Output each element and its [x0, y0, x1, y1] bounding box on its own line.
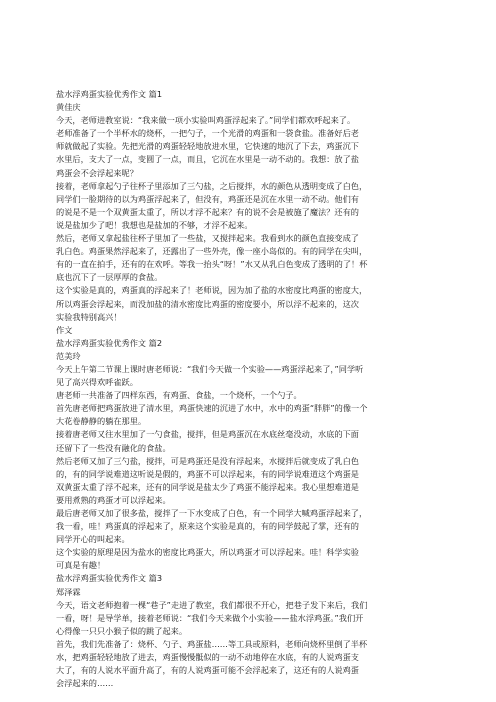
text-line: 作文: [56, 324, 73, 335]
text-line: 水，把鸡蛋轻轻地放了进去，鸡蛋慢慢骶似的一动不动地停在水底，有的人说鸡蛋支: [56, 652, 359, 663]
text-line: 会浮起来的……: [56, 678, 114, 689]
document-body: [56, 88, 440, 690]
text-line: 的说是不是一个双黄蛋太重了，所以才浮不起来？有的说不会是被施了魔法？还有的: [56, 206, 359, 217]
text-line: 我一看，哇！鸡蛋真的浮起来了，原来这个实验是真的，有的同学鼓起了掌，还有的: [56, 521, 359, 532]
text-line: 可真是有趣！: [56, 560, 106, 571]
text-line: 要用煮熟的鸡蛋才可以浮起来。: [56, 494, 171, 505]
text-line: 今天，老师进教室说：“我来做一项小实验叫鸡蛋浮起来了。”同学们都欢呼起来了。: [56, 115, 356, 126]
text-line: 唐老师一共准备了四样东西，有鸡蛋、食盐，一个烧杯，一个勺子。: [56, 390, 302, 401]
text-line: 实验我特别高兴！: [56, 311, 122, 322]
text-line: 盐水浮鸡蛋实验优秀作文 篇1: [56, 89, 163, 99]
text-line: 大花卷静静的躺在那里。: [56, 416, 147, 427]
text-line: 然后，老师又拿起盐往杯子里加了一些盐，又搅拌起来。我看到水的颜色直接变成了: [56, 233, 359, 244]
text-line: 乳白色。鸡蛋果然浮起来了，还露出了一些外壳，像一座小岛似的。有的同学在尖叫，: [56, 246, 368, 257]
text-line: 郑泽霖: [56, 586, 81, 597]
text-line: 这个实验是真的，鸡蛋真的浮起来了！老师说，因为加了盐的水密度比鸡蛋的密度大，: [56, 285, 368, 296]
text-line: 双黄蛋太重了浮不起来，还有的同学说是盐太少了鸡蛋不能浮起来。我心里想难道是: [56, 481, 359, 492]
text-line: 所以鸡蛋会浮起来，而没加盐的清水密度比鸡蛋的密度要小，所以浮不起来的，这次: [56, 298, 359, 309]
text-line: 黄佳庆: [56, 102, 81, 113]
text-line: 然后老师又加了三勺盐，搅拌，可是鸡蛋还是没有浮起来，水搅拌后就变成了乳白色: [56, 455, 359, 466]
text-line: 大了，有的人说水平面升高了，有的人说鸡蛋可能不会浮起来了，这还有的人说鸡蛋: [56, 665, 359, 676]
text-line: 同学开心的叫起来。: [56, 534, 130, 545]
text-line: 今天，语文老师抱着一棵“巷子”走进了教室，我们都很不开心，把巷子发下来后，我们: [56, 599, 368, 610]
text-line: 有的一直在拍手，还有的在欢呼。等我一抬头“呀！”水又从乳白色变成了透明的了！杯: [56, 259, 368, 270]
text-line: 这个实验的原理是因为盐水的密度比鸡蛋大，所以鸡蛋才可以浮起来。哇！科学实验: [56, 547, 359, 558]
text-line: 盐水浮鸡蛋实验优秀作文 篇2: [56, 337, 163, 348]
text-line: 老师准备了一个半杯水的烧杯，一把勺子，一个光滑的鸡蛋和一袋食盐。准备好后老: [56, 128, 359, 139]
text-line: 说是盐加少了吧！我想也是盐加的不够，才浮不起来。: [56, 219, 253, 230]
text-line: 盐水浮鸡蛋实验优秀作文 篇3: [56, 573, 163, 584]
text-line: 接着唐老师又往水里加了一勺食盐，搅拌，但是鸡蛋沉在水底丝毫没动，水底的下面: [56, 429, 359, 440]
text-line: 最后唐老师又加了很多盐，搅拌了一下水变成了白色，有一个同学大喊鸡蛋浮起来了，: [56, 508, 368, 518]
text-line: 首先唐老师把鸡蛋放进了清水里，鸡蛋快速的沉进了水中，水中的鸡蛋“胖胖”的像一个: [56, 403, 368, 414]
text-line: 接着，老师拿起勺子往杯子里添加了三勺盐，之后搅拌，水的颜色从透明变成了白色，: [56, 180, 368, 191]
text-line: 底也沉下了一层厚厚的食盐。: [56, 272, 163, 283]
text-line: 师就做起了实验。先把光滑的鸡蛋轻轻地放进水里，它快速的地沉了下去，鸡蛋沉下: [56, 141, 359, 152]
text-line: 水里后，支大了一点，变圆了一点，而且，它沉在水里是一动不动的。我想：放了盐: [56, 154, 359, 165]
text-line: 见了高兴得欢呼雀跃。: [56, 377, 138, 388]
text-line: 鸡蛋会不会浮起来呢？: [56, 167, 138, 178]
text-line: 的，有的同学说难道这听说是假的，鸡蛋不可以浮起来，有的同学说难道这个鸡蛋是: [56, 468, 359, 479]
text-line: 今天上午第二节课上课时唐老师说：“我们今天做一个实验——鸡蛋浮起来了，”同学听: [56, 363, 364, 374]
text-line: 首先，我们先准备了：烧杯、勺子、鸡蛋盐……等工具或原料，老师向烧杯里倒了半杯: [56, 638, 368, 649]
text-line: 范美玲: [56, 350, 81, 361]
text-line: 还留下了一些没有融化的食盐。: [56, 442, 171, 453]
text-line: 心得像一只只小猴子似的跳了起来。: [56, 625, 188, 636]
text-line: 同学们一脸期待的以为鸡蛋浮起来了，但没有，鸡蛋还是沉在水里一动不动。他们有: [56, 193, 359, 204]
text-line: 一看，呀！是导学单，接着老师说：“我们今天来做个小实验——盐水浮鸡蛋。”我们开: [56, 612, 364, 623]
